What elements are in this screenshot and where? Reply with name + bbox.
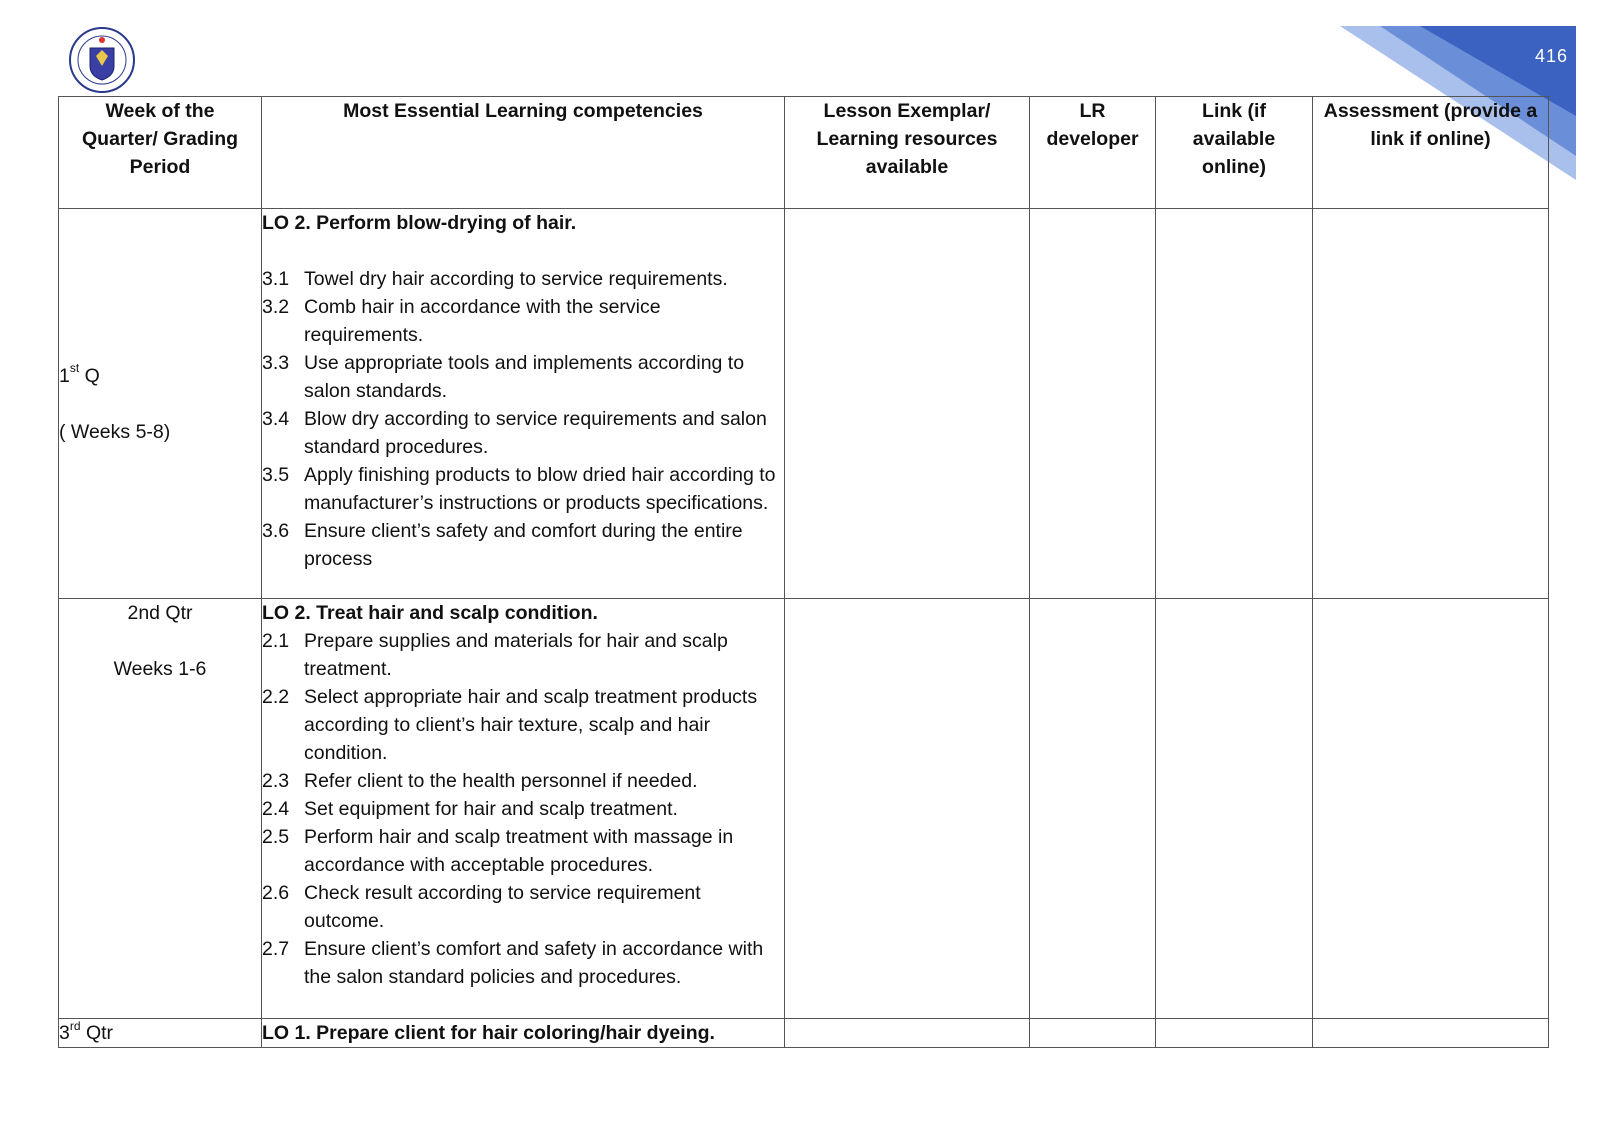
learning-outcome: LO 2. Perform blow-drying of hair.	[262, 212, 577, 234]
quarter-label: 1st Q	[59, 361, 100, 387]
header-lesson: Lesson Exemplar/ Learning resources available	[785, 97, 1030, 209]
competencies-cell	[262, 1019, 785, 1048]
deped-seal-logo	[68, 26, 136, 94]
quarter-label: 3rd Qtr	[59, 1018, 114, 1044]
lesson-cell	[785, 599, 1030, 1019]
assessment-cell	[1313, 599, 1549, 1019]
link-cell	[1156, 599, 1313, 1019]
learning-outcome: LO 1. Prepare client for hair coloring/hair dyeing.	[262, 1022, 715, 1044]
table-row	[59, 1019, 1549, 1048]
assessment-cell	[1313, 1019, 1549, 1048]
lr-developer-cell	[1030, 1019, 1156, 1048]
list-item: 2.3 Refer client to the health personnel if needed.	[262, 770, 698, 792]
list-item: 2.4 Set equipment for hair and scalp treatment.	[262, 798, 678, 820]
competency-list	[262, 265, 784, 573]
list-item: 2.2 Select appropriate hair and scalp treatment products according to client’s hair texture, scalp and hair condition.	[262, 686, 758, 764]
quarter-label: 2nd Qtr	[127, 602, 193, 624]
header-link: Link (if available online)	[1156, 97, 1313, 209]
weeks-label: ( Weeks 5-8)	[59, 420, 171, 443]
week-cell	[59, 1019, 262, 1048]
list-item: 3.1 Towel dry hair according to service requirements.	[262, 268, 728, 290]
week-cell	[59, 599, 262, 1019]
lesson-cell	[785, 1019, 1030, 1048]
header-lr-developer: LR developer	[1030, 97, 1156, 209]
header-week: Week of the Quarter/ Grading Period	[59, 97, 262, 209]
list-item: 3.5 Apply finishing products to blow dried hair according to manufacturer’s instructions or products specifications.	[262, 464, 776, 514]
list-item: 3.3 Use appropriate tools and implements according to salon standards.	[262, 352, 745, 402]
assessment-cell	[1313, 209, 1549, 599]
list-item: 3.6 Ensure client’s safety and comfort during the entire process	[262, 520, 743, 570]
table-row	[59, 209, 1549, 599]
page-number: 416	[1534, 46, 1568, 66]
competency-list	[262, 627, 784, 991]
lr-developer-cell	[1030, 209, 1156, 599]
list-item: 2.1 Prepare supplies and materials for hair and scalp treatment.	[262, 630, 728, 680]
header-competencies: Most Essential Learning competencies	[262, 97, 785, 209]
mel-table	[58, 96, 1549, 1048]
list-item: 3.4 Blow dry according to service requirements and salon standard procedures.	[262, 408, 767, 458]
list-item: 3.2 Comb hair in accordance with the service requirements.	[262, 296, 661, 346]
competencies-cell	[262, 209, 785, 599]
weeks-label: Weeks 1-6	[113, 658, 207, 680]
lr-developer-cell	[1030, 599, 1156, 1019]
header-assessment: Assessment (provide a link if online)	[1313, 97, 1549, 209]
lesson-cell	[785, 209, 1030, 599]
learning-outcome: LO 2. Treat hair and scalp condition.	[262, 602, 598, 624]
header-row	[59, 97, 1549, 209]
list-item: 2.7 Ensure client’s comfort and safety in accordance with the salon standard policies and procedures.	[262, 938, 764, 988]
week-cell	[59, 209, 262, 599]
table-row	[59, 599, 1549, 1019]
list-item: 2.6 Check result according to service requirement outcome.	[262, 882, 701, 932]
list-item: 2.5 Perform hair and scalp treatment with massage in accordance with acceptable procedures.	[262, 826, 734, 876]
link-cell	[1156, 1019, 1313, 1048]
competencies-cell	[262, 599, 785, 1019]
link-cell	[1156, 209, 1313, 599]
